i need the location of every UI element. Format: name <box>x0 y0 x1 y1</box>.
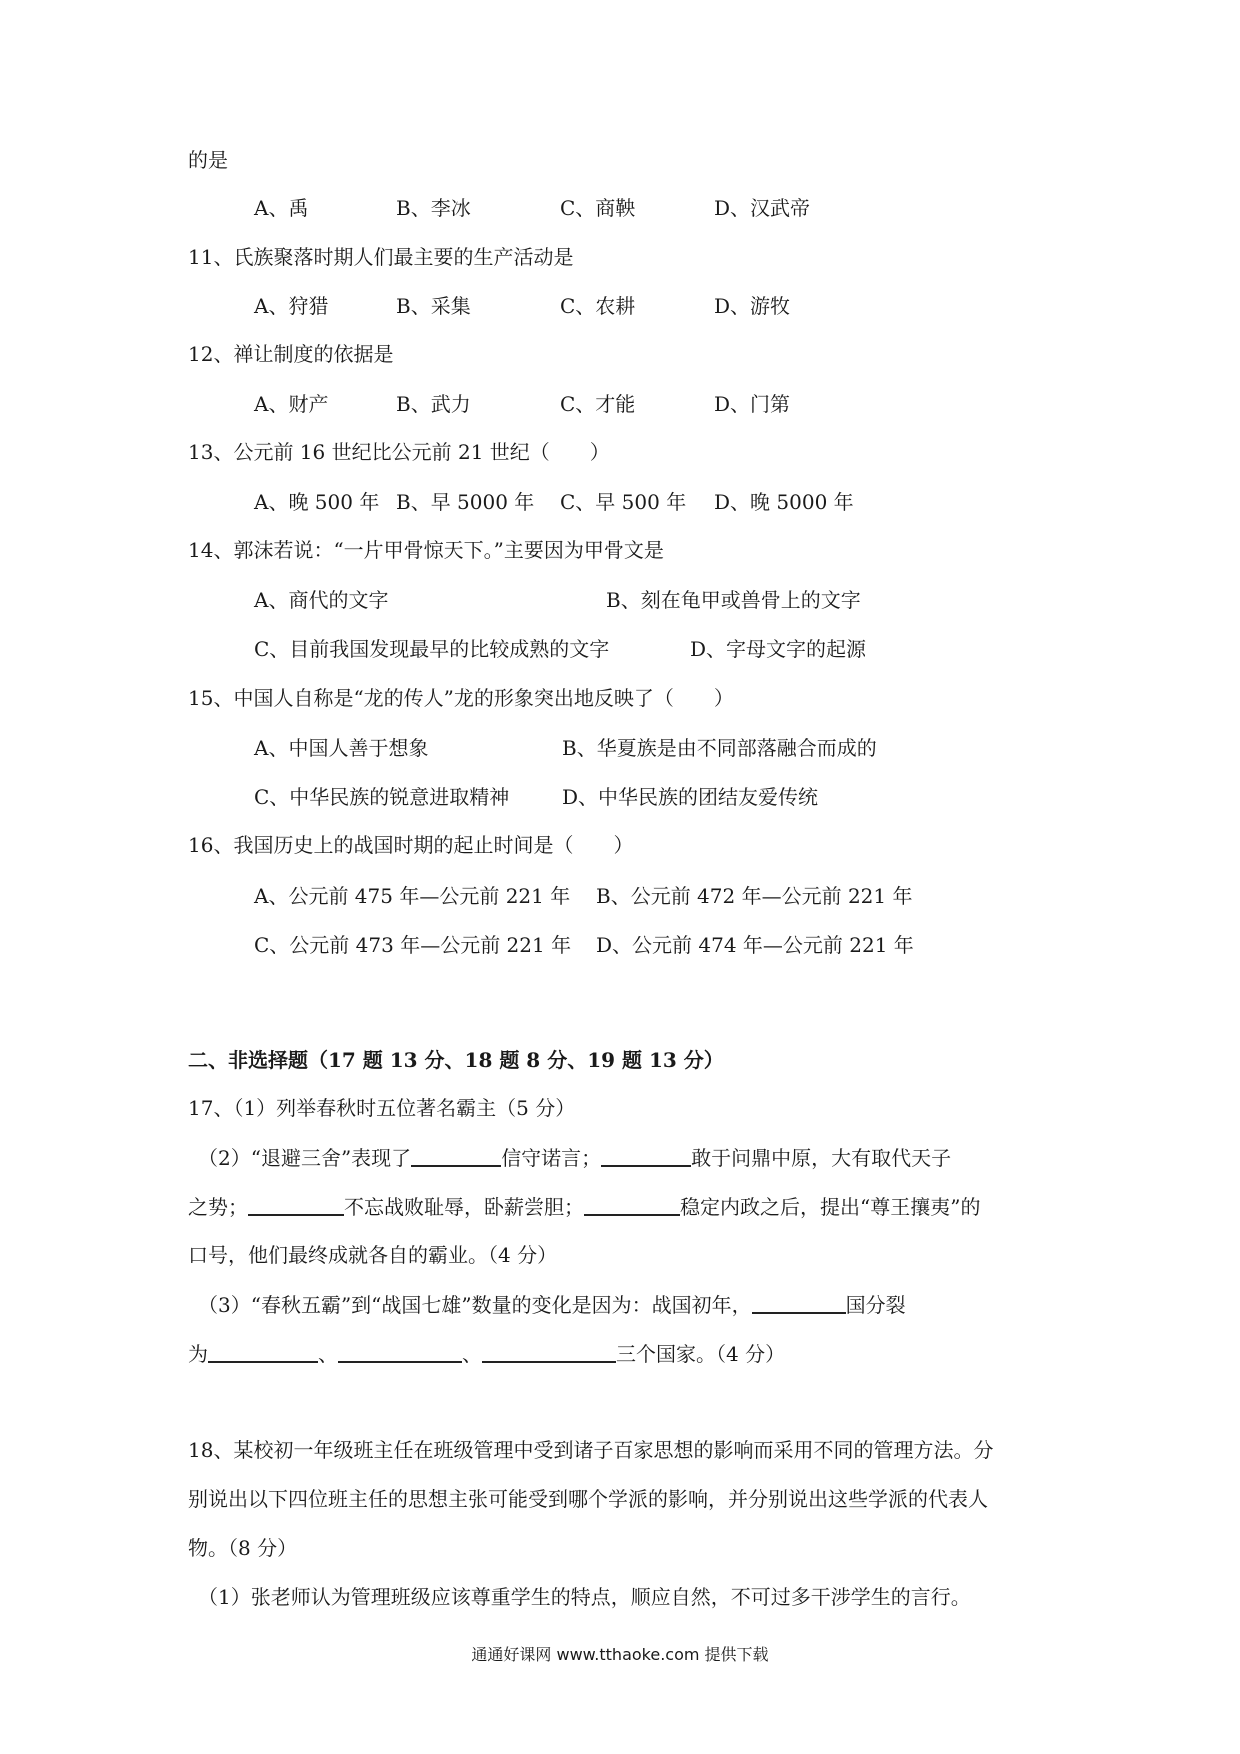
q17-p2-text-e: 不忘战败耻辱，卧薪尝胆； <box>344 1195 584 1219</box>
q15-option-c: C、中华民族的锐意进取精神 <box>254 785 510 809</box>
q10-stem-continuation: 的是 <box>188 148 228 172</box>
q16-stem: 16、我国历史上的战国时期的起止时间是（ ） <box>188 833 634 857</box>
q13-option-b: B、早 5000 年 <box>396 490 535 514</box>
q14-option-a: A、商代的文字 <box>254 588 389 612</box>
q16-option-d: D、公元前 474 年—公元前 221 年 <box>596 933 914 957</box>
q13-option-c: C、早 500 年 <box>560 490 687 514</box>
q14-stem: 14、郭沫若说：“一片甲骨惊天下。”主要因为甲骨文是 <box>188 538 664 562</box>
q14-option-b: B、刻在龟甲或兽骨上的文字 <box>606 588 861 612</box>
q17-part1: 17、（1）列举春秋时五位著名霸主（5 分） <box>188 1096 576 1120</box>
q10-option-a: A、禹 <box>254 196 309 220</box>
q11-stem: 11、氏族聚落时期人们最主要的生产活动是 <box>188 245 574 269</box>
q18-stem-line1: 18、某校初一年级班主任在班级管理中受到诸子百家思想的影响而采用不同的管理方法。分 <box>188 1438 994 1462</box>
q10-option-c: C、商鞅 <box>560 196 636 220</box>
q16-option-b: B、公元前 472 年—公元前 221 年 <box>596 884 913 908</box>
q17-p2-text-b: 信守诺言； <box>501 1146 602 1170</box>
q15-option-b: B、华夏族是由不同部落融合而成的 <box>562 736 877 760</box>
q11-option-d: D、游牧 <box>714 294 791 318</box>
q17-p2-text-d: 之势； <box>188 1195 248 1219</box>
q11-option-c: C、农耕 <box>560 294 636 318</box>
q12-option-d: D、门第 <box>714 392 791 416</box>
q12-option-a: A、财产 <box>254 392 329 416</box>
q18-stem-line2: 别说出以下四位班主任的思想主张可能受到哪个学派的影响，并分别说出这些学派的代表人 <box>188 1487 988 1511</box>
q11-option-b: B、采集 <box>396 294 471 318</box>
q15-option-d: D、中华民族的团结友爱传统 <box>562 785 819 809</box>
q10-option-b: B、李冰 <box>396 196 471 220</box>
fill-blank[interactable] <box>248 1192 344 1216</box>
q17-p2-text-a: （2）“退避三舍”表现了 <box>198 1146 412 1170</box>
fill-blank[interactable] <box>482 1339 616 1363</box>
q17-p3-text-b: 国分裂 <box>845 1293 906 1317</box>
q18-stem-line3: 物。（8 分） <box>188 1536 298 1560</box>
q17-part3-line1 <box>198 1290 906 1319</box>
q17-part3-line2 <box>188 1339 785 1368</box>
q15-stem: 15、中国人自称是“龙的传人”龙的形象突出地反映了（ ） <box>188 686 734 710</box>
q13-stem: 13、公元前 16 世纪比公元前 21 世纪（ ） <box>188 440 610 464</box>
fill-blank[interactable] <box>601 1143 691 1167</box>
q17-part2-line1 <box>198 1143 951 1172</box>
q10-option-d: D、汉武帝 <box>714 196 811 220</box>
page-footer: 通通好课网 www.tthaoke.com 提供下载 <box>471 1645 769 1664</box>
q18-part1: （1）张老师认为管理班级应该尊重学生的特点，顺应自然，不可过多干涉学生的言行。 <box>198 1585 971 1609</box>
q17-p2-text-c: 敢于问鼎中原，大有取代天子 <box>691 1146 952 1170</box>
fill-blank[interactable] <box>338 1339 462 1363</box>
q14-option-d: D、字母文字的起源 <box>690 637 867 661</box>
fill-blank[interactable] <box>752 1290 846 1314</box>
q17-part2-line2 <box>188 1192 980 1221</box>
fill-blank[interactable] <box>584 1192 680 1216</box>
fill-blank[interactable] <box>411 1143 501 1167</box>
fill-blank[interactable] <box>208 1339 318 1363</box>
q17-part2-line3: 口号，他们最终成就各自的霸业。（4 分） <box>188 1243 558 1267</box>
q11-option-a: A、狩猎 <box>254 294 329 318</box>
q17-p3-text-f: 三个国家。（4 分） <box>616 1342 786 1366</box>
q16-option-c: C、公元前 473 年—公元前 221 年 <box>254 933 572 957</box>
q17-p3-text-a: （3）“春秋五霸”到“战国七雄”数量的变化是因为：战国初年， <box>198 1293 752 1317</box>
q17-p3-text-c: 为 <box>188 1342 208 1366</box>
q17-p2-text-f: 稳定内政之后，提出“尊王攘夷”的 <box>680 1195 981 1219</box>
q17-p3-text-e: 、 <box>462 1342 482 1366</box>
q14-option-c: C、目前我国发现最早的比较成熟的文字 <box>254 637 610 661</box>
q12-option-c: C、才能 <box>560 392 636 416</box>
q13-option-d: D、晚 5000 年 <box>714 490 854 514</box>
q17-p3-text-d: 、 <box>318 1342 338 1366</box>
q13-option-a: A、晚 500 年 <box>254 490 380 514</box>
q12-stem: 12、禅让制度的依据是 <box>188 342 394 366</box>
q12-option-b: B、武力 <box>396 392 471 416</box>
q15-option-a: A、中国人善于想象 <box>254 736 429 760</box>
q16-option-a: A、公元前 475 年—公元前 221 年 <box>254 884 571 908</box>
section-heading: 二、非选择题（17 题 13 分、18 题 8 分、19 题 13 分） <box>188 1048 724 1072</box>
